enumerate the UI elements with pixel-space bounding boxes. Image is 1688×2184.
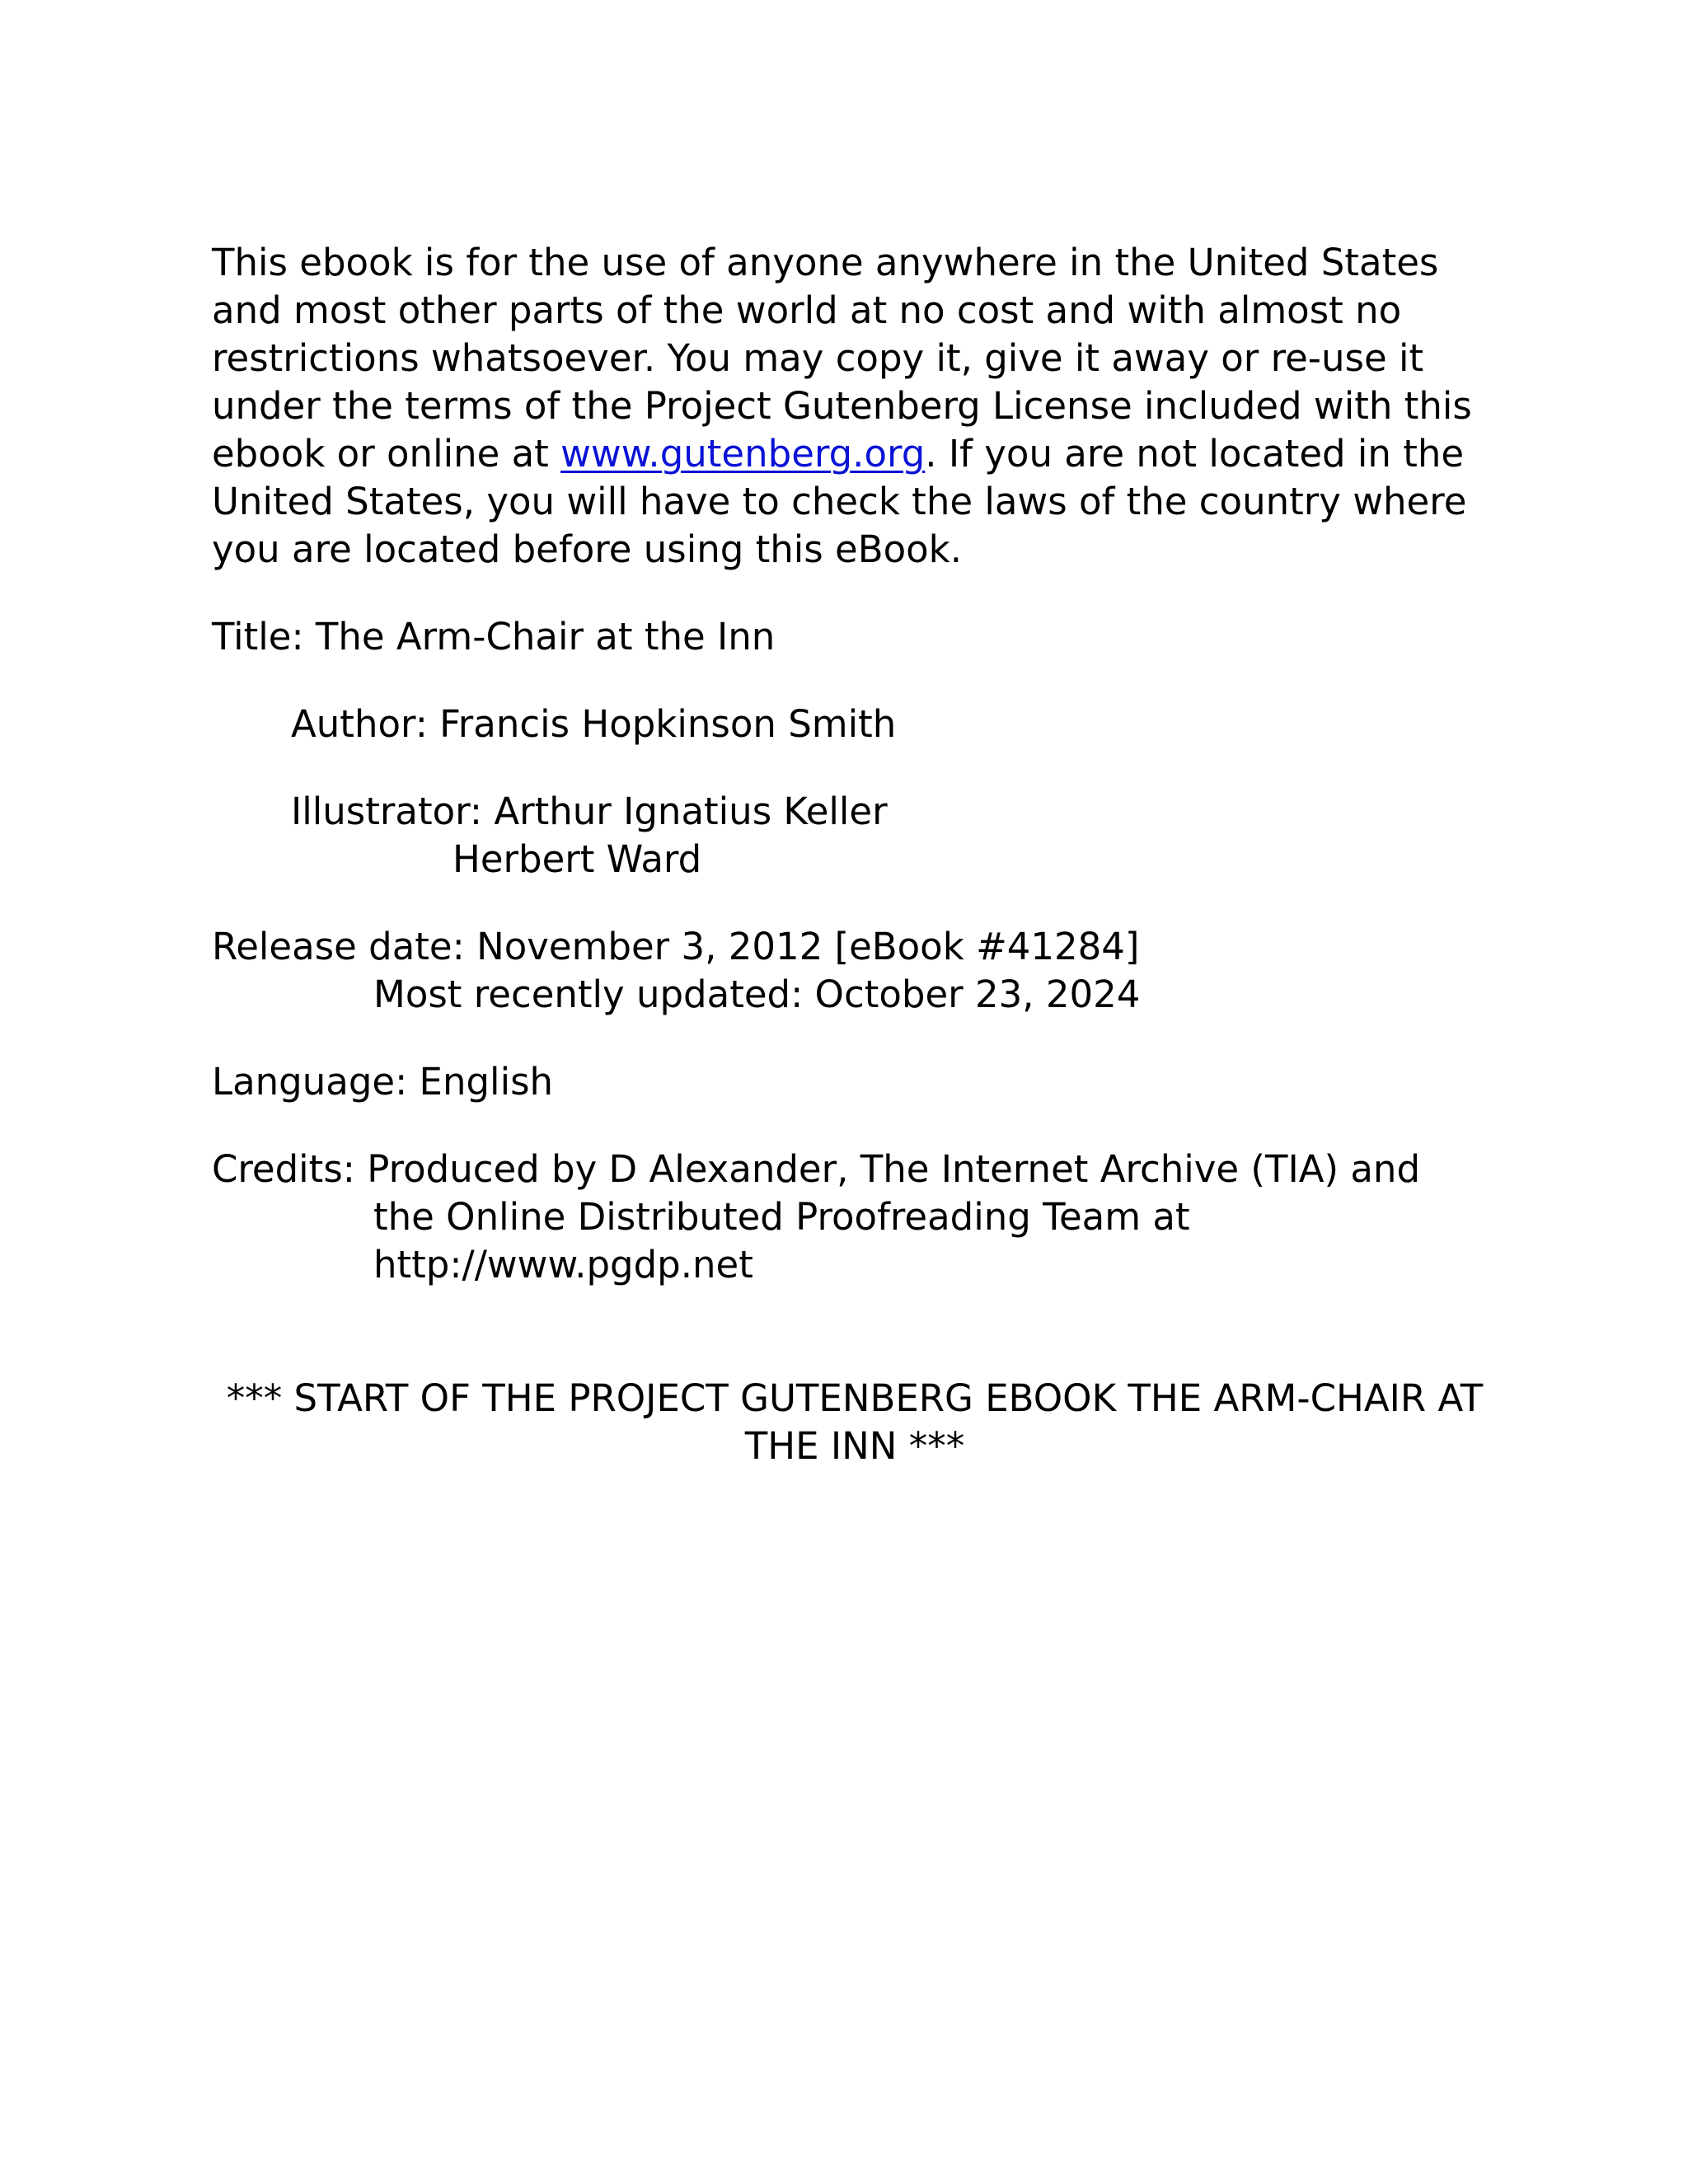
- license-text-end: . If you are not located in the United States, you will have to check the laws of the country where you are located before using this eBook.: [212, 432, 1467, 571]
- start-marker-line-end: THE INN ***: [744, 1424, 965, 1468]
- gutenberg-link[interactable]: www.gutenberg.org: [560, 432, 926, 476]
- start-marker-line: *** START OF THE PROJECT GUTENBERG EBOOK THE ARM-CHAIR AT: [226, 1376, 1484, 1420]
- license-text-start: This ebook is for the use of anyone anywhere in the United States and most other parts of the world at no cost and with almost no restrictions whatsoever. You may copy it, give it away or re-use it under the terms of the Project Gutenberg License included with this ebook or online at: [212, 241, 1472, 476]
- credits-url: http://www.pgdp.net: [373, 1243, 753, 1286]
- release-block: [212, 923, 1498, 1019]
- language-line: Language: English: [212, 1060, 554, 1104]
- illustrator-line: Illustrator: Arthur Ignatius Keller: [291, 790, 888, 833]
- ebook-front-matter: [212, 239, 1498, 1289]
- updated-date-line: Most recently updated: October 23, 2024: [373, 972, 1141, 1016]
- license-paragraph: [212, 239, 1493, 574]
- credits-block: [212, 1146, 1498, 1289]
- release-date-line: Release date: November 3, 2012 [eBook #41284]: [212, 925, 1140, 968]
- author-line: Author: Francis Hopkinson Smith: [291, 702, 897, 746]
- title-line: Title: The Arm-Chair at the Inn: [212, 615, 776, 658]
- start-of-ebook-marker: [212, 1375, 1498, 1470]
- illustrator-second-name: Herbert Ward: [452, 837, 702, 881]
- credits-continuation: the Online Distributed Proofreading Team at: [373, 1195, 1190, 1239]
- credits-line: Credits: Produced by D Alexander, The Internet Archive (TIA) and: [212, 1147, 1421, 1191]
- illustrator-block: [212, 788, 1498, 883]
